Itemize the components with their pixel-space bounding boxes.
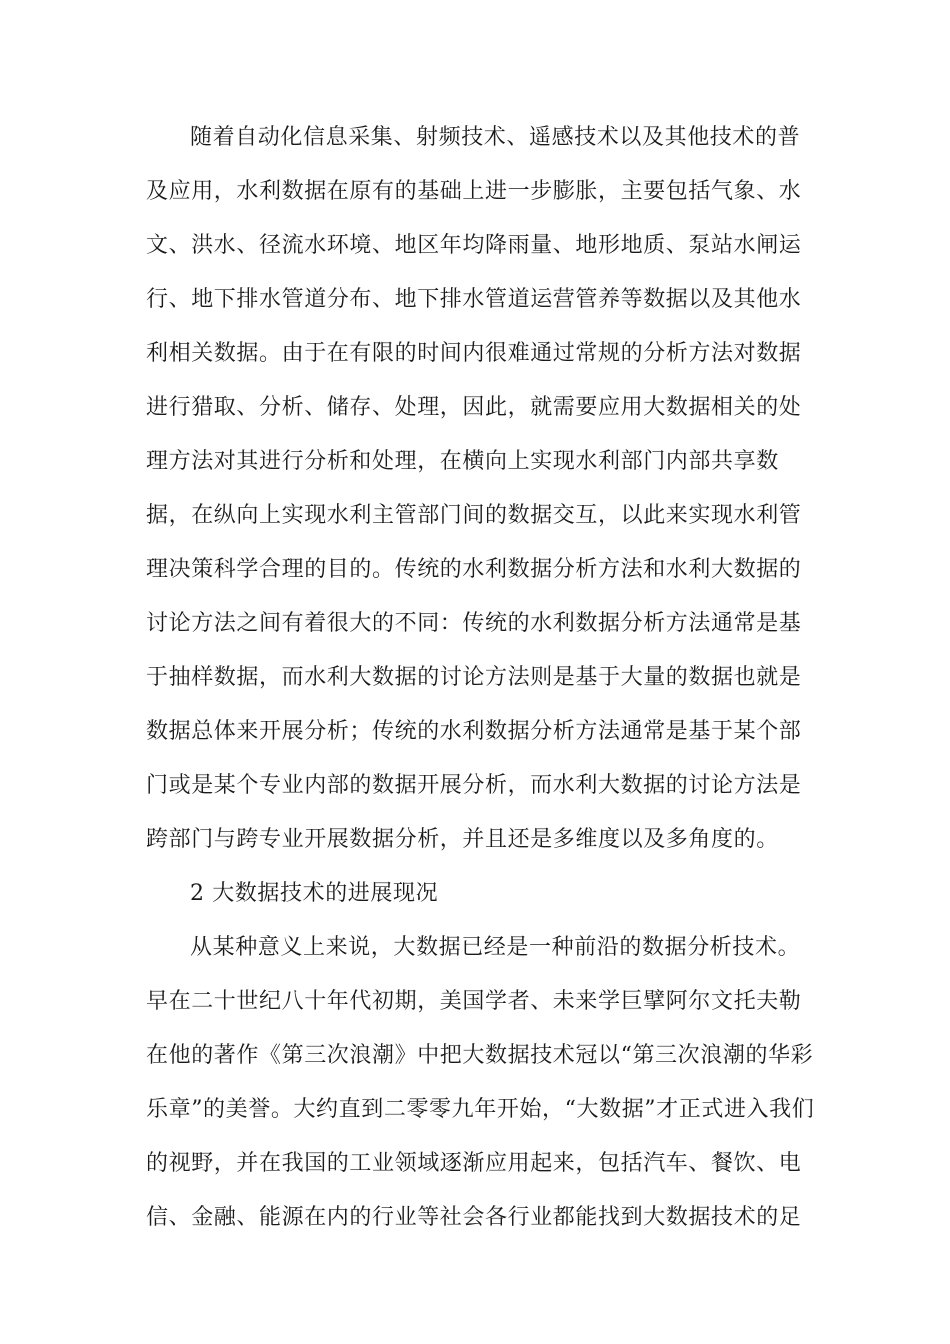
paragraph-line: 讨论方法之间有着很大的不同：传统的水利数据分析方法通常是基 bbox=[146, 611, 802, 636]
paragraph-line: 在他的著作《第三次浪潮》中把大数据技术冠以“第三次浪潮的华彩 bbox=[146, 1043, 814, 1068]
paragraph-line: 数据总体来开展分析；传统的水利数据分析方法通常是基于某个部 bbox=[146, 719, 802, 744]
paragraph-line: 的视野，并在我国的工业领域逐渐应用起来，包括汽车、餐饮、电 bbox=[146, 1151, 802, 1176]
paragraph-line: 理决策科学合理的目的。传统的水利数据分析方法和水利大数据的 bbox=[146, 557, 802, 582]
paragraph-line: 理方法对其进行分析和处理，在横向上实现水利部门内部共享数 bbox=[146, 449, 779, 474]
paragraph-line: 乐章”的美誉。大约直到二零零九年开始，“大数据”才正式进入我们 bbox=[146, 1097, 815, 1122]
paragraph-line: 及应用，水利数据在原有的基础上进一步膨胀，主要包括气象、水 bbox=[146, 179, 802, 204]
paragraph-line: 利相关数据。由于在有限的时间内很难通过常规的分析方法对数据 bbox=[146, 341, 802, 366]
paragraph-line: 据，在纵向上实现水利主管部门间的数据交互，以此来实现水利管 bbox=[146, 503, 802, 528]
paragraph-line: 文、洪水、径流水环境、地区年均降雨量、地形地质、泵站水闸运 bbox=[146, 233, 802, 258]
paragraph-line: 跨部门与跨专业开展数据分析，并且还是多维度以及多角度的。 bbox=[146, 827, 779, 852]
paragraph-line: 进行猎取、分析、储存、处理，因此，就需要应用大数据相关的处 bbox=[146, 395, 802, 420]
paragraph-line: 信、金融、能源在内的行业等社会各行业都能找到大数据技术的足 bbox=[146, 1205, 802, 1230]
paragraph-line: 行、地下排水管道分布、地下排水管道运营管养等数据以及其他水 bbox=[146, 287, 802, 312]
section-heading: 2 大数据技术的进展现况 bbox=[190, 881, 439, 906]
paragraph-line: 门或是某个专业内部的数据开展分析，而水利大数据的讨论方法是 bbox=[146, 773, 802, 798]
paragraph-line: 于抽样数据，而水利大数据的讨论方法则是基于大量的数据也就是 bbox=[146, 665, 802, 690]
paragraph-line: 早在二十世纪八十年代初期，美国学者、未来学巨擘阿尔文托夫勒 bbox=[146, 989, 802, 1014]
paragraph-line: 随着自动化信息采集、射频技术、遥感技术以及其他技术的普 bbox=[190, 125, 801, 150]
paragraph-line: 从某种意义上来说，大数据已经是一种前沿的数据分析技术。 bbox=[190, 935, 801, 960]
